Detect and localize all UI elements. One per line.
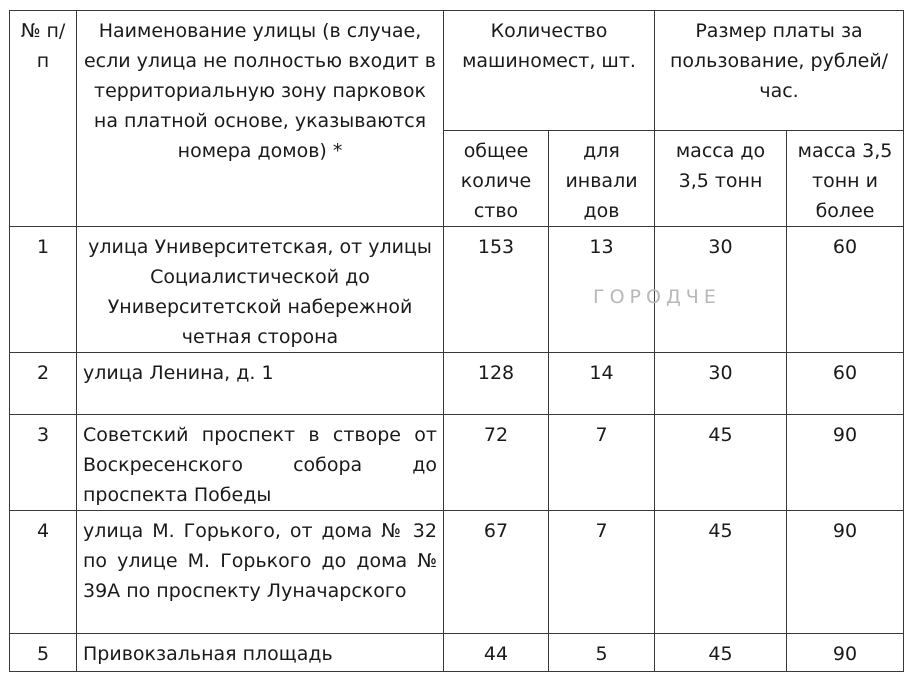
header-num: № п/п (10, 11, 77, 227)
row-fee-light: 30 (655, 227, 787, 353)
row-fee-light: 30 (655, 353, 787, 415)
row-street: улица М. Горького, от дома № 32 по улице М. Горького до дома № 39А по проспекту Луначарского (77, 511, 444, 634)
header-row (10, 11, 904, 131)
row-num: 5 (10, 634, 77, 672)
row-street: улица Университетская, от улицы Социалистической до Университетской набережной четная сторона (77, 227, 444, 353)
header-count-disabled: для инвали дов (549, 131, 655, 227)
row-fee-light: 45 (655, 415, 787, 511)
row-fee-heavy: 90 (787, 511, 904, 634)
header-count-total: общее количе ство (444, 131, 549, 227)
row-num: 1 (10, 227, 77, 353)
row-total: 128 (444, 353, 549, 415)
watermark: ГОРОДЧЕ (593, 286, 721, 308)
header-street: Наименование улицы (в случае, если улица не полностью входит в территориальную зону парковок на платной основе, указываются номера домов) * (77, 11, 444, 227)
table-row (10, 634, 904, 672)
row-fee-heavy: 60 (787, 353, 904, 415)
row-fee-heavy: 90 (787, 634, 904, 672)
header-fee-heavy: масса 3,5 тонн и более (787, 131, 904, 227)
row-disabled: 14 (549, 353, 655, 415)
row-street: Советский проспект в створе от Воскресенского собора до проспекта Победы (77, 415, 444, 511)
row-num: 3 (10, 415, 77, 511)
row-fee-light: 45 (655, 511, 787, 634)
table-row (10, 353, 904, 415)
table-row (10, 415, 904, 511)
row-fee-heavy: 60 (787, 227, 904, 353)
row-disabled: 5 (549, 634, 655, 672)
row-num: 2 (10, 353, 77, 415)
row-total: 153 (444, 227, 549, 353)
row-total: 44 (444, 634, 549, 672)
row-street: улица Ленина, д. 1 (77, 353, 444, 415)
parking-table (9, 10, 904, 672)
row-total: 67 (444, 511, 549, 634)
row-disabled: 13 (549, 227, 655, 353)
header-fee-light: масса до 3,5 тонн (655, 131, 787, 227)
row-disabled: 7 (549, 415, 655, 511)
table-row (10, 511, 904, 634)
table-row (10, 227, 904, 353)
header-fee-group: Размер платы за пользование, рублей/час. (655, 11, 904, 131)
row-fee-heavy: 90 (787, 415, 904, 511)
header-count-group: Количество машиномест, шт. (444, 11, 655, 131)
row-street: Привокзальная площадь (77, 634, 444, 672)
row-disabled: 7 (549, 511, 655, 634)
row-total: 72 (444, 415, 549, 511)
row-num: 4 (10, 511, 77, 634)
row-fee-light: 45 (655, 634, 787, 672)
